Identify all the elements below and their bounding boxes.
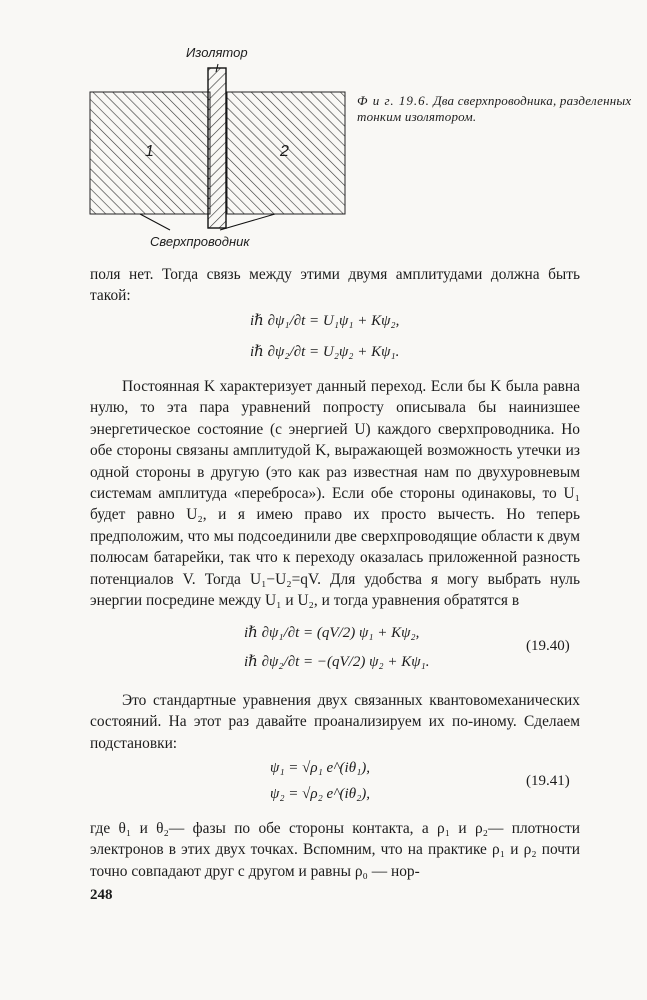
label-insulator: Изолятор [186,45,248,60]
equation-b2: iℏ ∂ψ₂/∂t = −(qV/2) ψ₂ + Kψ₁. [244,654,430,670]
equation-b1: iℏ ∂ψ₁/∂t = (qV/2) ψ₁ + Kψ₂, [244,625,420,641]
equation-a1: iℏ ∂ψ₁/∂t = U₁ψ₁ + Kψ₂, [250,313,400,329]
figure-caption [357,93,637,125]
page-number: 248 [90,887,113,903]
paragraph-3: Это стандартные уравнения двух связанных квантовомеханических состояний. На этот раз давайте проанализируем их по-иному. Сделаем подстановки: [90,692,580,752]
label-superconductor: Сверхпроводник [150,234,250,249]
superconductor-pointer-left [140,214,170,230]
paragraph-1: поля нет. Тогда связь между этими двумя амплитудами должна быть такой: [90,266,580,305]
insulator [208,68,226,228]
paragraph-2: Постоянная K характеризует данный переход. Если бы K была равна нулю, то эта пара уравнений попросту описывала бы наинизшее энергетическое состояние (с энергией U) каждого сверхпроводника. Но обе стороны связаны амплитудой K, выражающей возможность утечки из одной стороны в другую (это как раз известная нам по двухуровневым системам амплитуда «переброса»). Если обе стороны одинаковы, то U₁ будет равно U₂, и я имею право их просто вычесть. Но теперь предположим, что мы подсоединили две сверхпроводящие области к двум полюсам батарейки, так что к переходу оказалась приложенной разность потенциалов V. Тогда U₁−U₂=qV. Для удобства я могу выбрать нуль энергии посредине между U₁ и U₂, и тогда уравнения обратятся в [90,378,580,610]
equation-c2: ψ₂ = √ρ₂ e^(iθ₂), [270,786,371,802]
caption-number: Ф и г. 19.6. [357,93,430,108]
equation-number-19-40: (19.40) [526,638,570,654]
paragraph-4: где θ₁ и θ₂— фазы по обе стороны контакта, а ρ₁ и ρ₂— плотности электронов в этих двух точках. Вспомним, что на практике ρ₁ и ρ₂ почти точно совпадают друг с другом и равны ρ₀ — нор- [90,820,580,880]
label-region-1: 1 [145,143,154,160]
caption-text: Два сверхпроводника, разделенных тонким изолятором. [357,93,632,124]
equation-a2: iℏ ∂ψ₂/∂t = U₂ψ₂ + Kψ₁. [250,344,400,360]
equation-number-19-41: (19.41) [526,773,570,789]
label-region-2: 2 [280,143,289,160]
figure-junction [70,40,360,260]
superconductor-pointer-right [220,214,275,230]
equation-c1: ψ₁ = √ρ₁ e^(iθ₁), [270,760,371,776]
